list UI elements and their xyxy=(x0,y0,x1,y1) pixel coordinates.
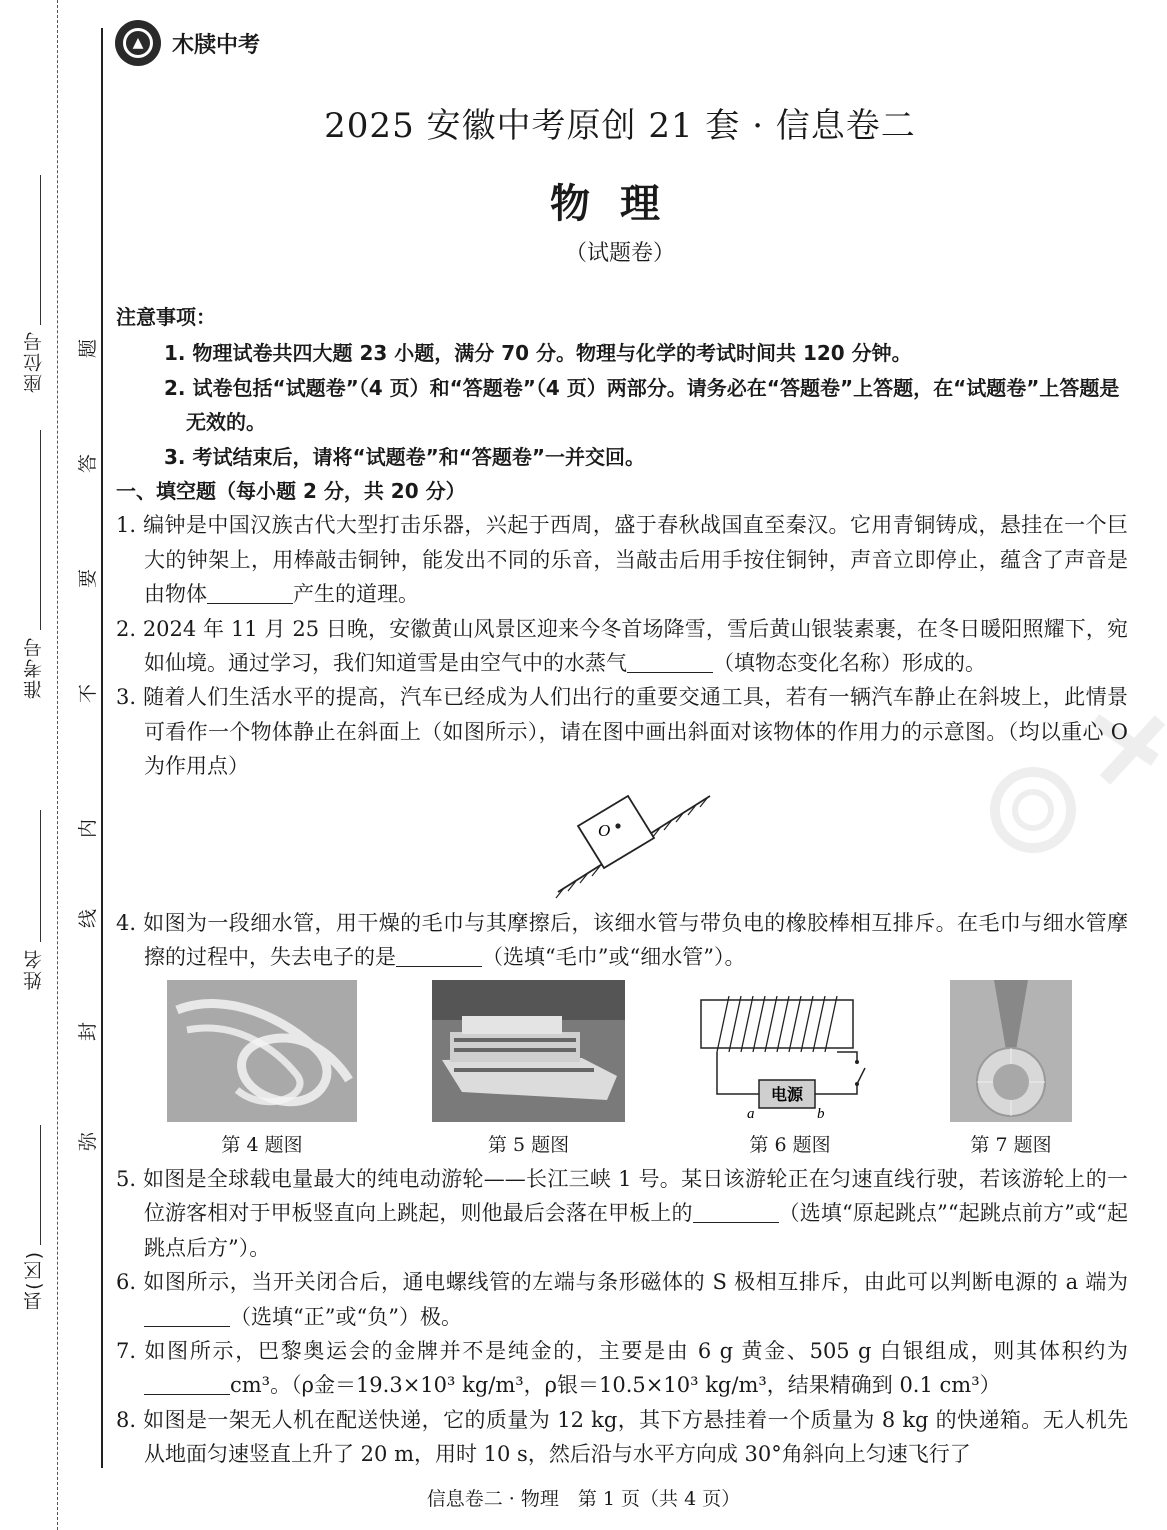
incline-figure xyxy=(550,780,720,900)
volume-label: （试题卷） xyxy=(564,241,675,266)
question-4: 4. 如图为一段细水管，用干燥的毛巾与其摩擦后，该细水管与带负电的橡胶棒相互排斥。在毛巾与细水管摩擦的过程中，失去电子的是 （选填“毛巾”或“细水管”）。 xyxy=(116,911,1128,970)
question-6: 6. 如图所示，当开关闭合后，通电螺线管的左端与条形磁体的 S 极相互排斥，由此可以判断电源的 a 端为（选填“正”或“负”）极。 xyxy=(116,1270,1128,1329)
name-label: 姓名 xyxy=(23,948,45,990)
block-shape xyxy=(578,796,654,868)
seal-char: 封 xyxy=(77,1021,100,1042)
answer-blank[interactable] xyxy=(693,1201,779,1223)
seal-char: 答 xyxy=(77,453,100,474)
question-5: 5. 如图是全球载电量最大的纯电动游轮——长江三峡 1 号。某日该游轮正在匀速直线行驶，若该游轮上的一位游客相对于甲板竖直向上跳起，则他最后会落在甲板上的 （选填“原起跳点”“起跳点前方”或“起跳点后方”）。 xyxy=(116,1167,1128,1260)
answer-blank[interactable] xyxy=(207,582,293,604)
name-line[interactable] xyxy=(40,810,41,942)
notice-item-2: 2. 试卷包括“试题卷”（4 页）和“答题卷”（4 页）两部分。请务必在“答题卷”上答题，在“试题卷”上答题是无效的。 xyxy=(164,375,1120,435)
question-1: 1. 编钟是中国汉族古代大型打击乐器，兴起于西周，盛于春秋战国直至秦汉。它用青铜铸成，悬挂在一个巨大的钟架上，用棒敲击铜钟，能发出不同的乐音，当敲击后用手按住铜钟，声音立即停止，蕴含了声音是由物体 产生的道理。 xyxy=(116,513,1128,607)
exam-body-q5-q8 xyxy=(116,1162,1128,1472)
question-8: 8. 如图是一架无人机在配送快递，它的质量为 12 kg，其下方悬挂着一个质量为 8 kg 的快递箱。无人机先从地面匀速竖直上升了 20 m，用时 10 s，然后沿与水平方向成 30°角斜向上匀速飞行了 xyxy=(116,1407,1128,1467)
caption-fig6: 第 6 题图 xyxy=(749,1134,831,1156)
solenoid-circuit-figure xyxy=(695,990,885,1120)
seal-char: 线 xyxy=(77,908,100,929)
seal-char: 内 xyxy=(77,818,100,839)
seal-char: 弥 xyxy=(77,1131,100,1152)
power-source-label: 电源 xyxy=(770,1085,804,1104)
caption-fig5: 第 5 题图 xyxy=(487,1134,570,1156)
notice-item-3: 3. 考试结束后，请将“试题卷”和“答题卷”一并交回。 xyxy=(164,444,646,469)
county-label: 县(区) xyxy=(23,1250,45,1311)
center-point-label: O xyxy=(598,821,611,840)
exam-body xyxy=(116,300,1128,784)
page-title: 2025 安徽中考原创 21 套 · 信息卷二 xyxy=(324,106,916,146)
page-footer: 信息卷二 · 物理 第 1 页（共 4 页） xyxy=(426,1488,741,1510)
medal-photo xyxy=(950,980,1072,1122)
notice-heading: 注意事项： xyxy=(116,305,216,329)
cut-dashed-line xyxy=(57,0,58,1530)
seal-char: 题 xyxy=(77,338,100,359)
answer-blank[interactable] xyxy=(396,945,482,967)
seal-char: 不 xyxy=(77,683,100,704)
seal-char: 要 xyxy=(77,568,100,589)
caption-fig4: 第 4 题图 xyxy=(221,1134,303,1156)
county-line[interactable] xyxy=(40,1125,41,1245)
answer-blank[interactable] xyxy=(627,651,713,673)
terminal-b-label: b xyxy=(817,1106,825,1120)
answer-blank[interactable] xyxy=(144,1373,230,1395)
brand-logo-icon: ▲ xyxy=(115,20,161,66)
section-heading: 一、填空题（每小题 2 分，共 20 分） xyxy=(116,479,466,504)
terminal-a-label: a xyxy=(747,1106,755,1120)
caption-fig7: 第 7 题图 xyxy=(970,1134,1052,1156)
question-7: 7. 如图所示，巴黎奥运会的金牌并不是纯金的，主要是由 6 g 黄金、505 g 白银组成，则其体积约为cm³。（ρ金＝19.3×10³ kg/m³，ρ银＝10.5×10³ kg/m³，结果精确到 0.1 cm³） xyxy=(116,1339,1128,1398)
exam-number-label: 准考号 xyxy=(23,636,45,699)
notice-item-1: 1. 物理试卷共四大题 23 小题，满分 70 分。物理与化学的考试时间共 120 分钟。 xyxy=(164,341,912,366)
exam-number-line[interactable] xyxy=(40,430,41,630)
exam-body-q4 xyxy=(116,906,1128,975)
subject-title: 物理 xyxy=(550,181,690,227)
seat-number-label: 座位号 xyxy=(23,330,45,393)
ship-photo xyxy=(432,980,625,1122)
water-tube-photo xyxy=(167,980,357,1122)
answer-blank[interactable] xyxy=(144,1305,230,1327)
brand-name: 木牍中考 xyxy=(172,33,261,58)
question-2: 2. 2024 年 11 月 25 日晚，安徽黄山风景区迎来今冬首场降雪，雪后黄山银装素裹，在冬日暖阳照耀下，宛如仙境。通过学习，我们知道雪是由空气中的水蒸气 （填物态变化名称）形成的。 xyxy=(116,616,1128,676)
question-3: 3. 随着人们生活水平的提高，汽车已经成为人们出行的重要交通工具，若有一辆汽车静止在斜坡上，此情景可看作一个物体静止在斜面上（如图所示），请在图中画出斜面对该物体的作用力的示意图。（均以重心 O 为作用点） xyxy=(116,685,1128,779)
